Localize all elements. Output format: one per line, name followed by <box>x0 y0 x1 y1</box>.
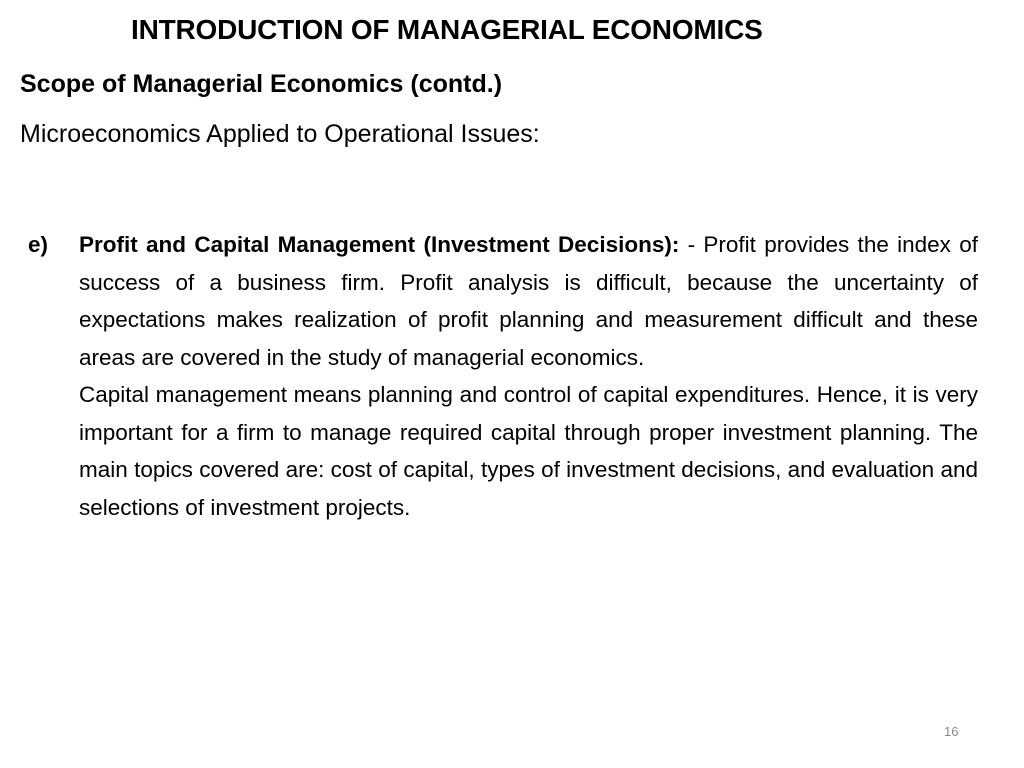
list-item-marker: e) <box>28 232 49 257</box>
item-paragraph-profit-text: - Profit provides the index of success of a business firm. Profit analysis is difficult, because the uncertainty of expectations makes realization of profit planning and measurement difficult and these areas are covered in the study of managerial economics. <box>79 232 978 370</box>
list-item-body <box>79 226 978 526</box>
slide-title: INTRODUCTION OF MANAGERIAL ECONOMICS <box>131 14 763 45</box>
item-heading: Profit and Capital Management (Investment Decisions): <box>79 232 680 257</box>
slide-number: 16 <box>944 724 959 739</box>
section-subheading: Microeconomics Applied to Operational Issues: <box>20 120 540 148</box>
list-item-profit-capital <box>28 226 978 526</box>
item-paragraph-capital: Capital management means planning and control of capital expenditures. Hence, it is very important for a firm to manage required capital through proper investment planning. The main topics covered are: cost of capital, types of investment decisions, and evaluation and selections of investment projects. <box>79 382 978 520</box>
item-paragraph-profit <box>79 226 978 376</box>
section-subtitle: Scope of Managerial Economics (contd.) <box>20 70 503 98</box>
